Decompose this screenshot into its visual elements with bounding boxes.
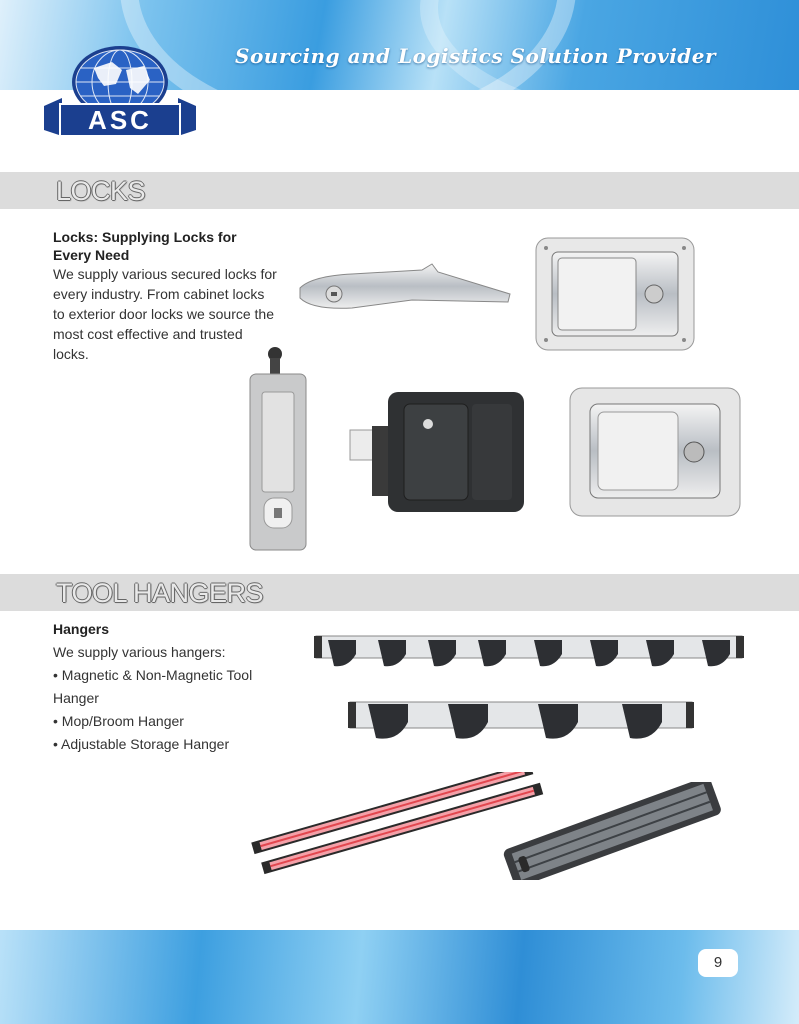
rv-door-lock-image <box>348 390 526 515</box>
hangers-section-bar <box>0 574 799 611</box>
asc-logo <box>42 40 198 140</box>
tagline: Sourcing and Logistics Solution Provider <box>235 44 717 68</box>
paddle-lock-image <box>534 236 696 352</box>
locks-section-bar <box>0 172 799 209</box>
logo-text: ASC <box>88 105 152 135</box>
compression-latch-image <box>248 346 308 552</box>
hangers-item: • Adjustable Storage Hanger <box>53 736 230 752</box>
footer-banner <box>0 930 799 1024</box>
recessed-paddle-lock-image <box>568 386 742 518</box>
hangers-item: • Magnetic & Non-Magnetic Tool Hanger <box>53 667 253 706</box>
locks-section-title: LOCKS <box>56 176 146 206</box>
locks-heading: Locks: Supplying Locks for Every Need <box>53 229 237 263</box>
hangers-heading: Hangers <box>53 621 110 637</box>
lever-lock-image <box>292 258 512 328</box>
hangers-text <box>53 619 293 756</box>
hangers-item: • Mop/Broom Hanger <box>53 713 184 729</box>
locks-body: We supply various secured locks for every industry. From cabinet locks to exterior door locks we source the most cost effective and trusted locks. <box>53 266 277 362</box>
broom-hanger-rail-image <box>348 696 694 746</box>
hangers-intro: We supply various hangers: <box>53 644 226 660</box>
hangers-section-title: TOOL HANGERS <box>56 578 264 608</box>
locks-text <box>53 228 278 364</box>
tool-hanger-rail-image <box>314 632 744 670</box>
page-number: 9 <box>698 949 738 977</box>
knife-magnet-bar-image <box>498 782 726 880</box>
